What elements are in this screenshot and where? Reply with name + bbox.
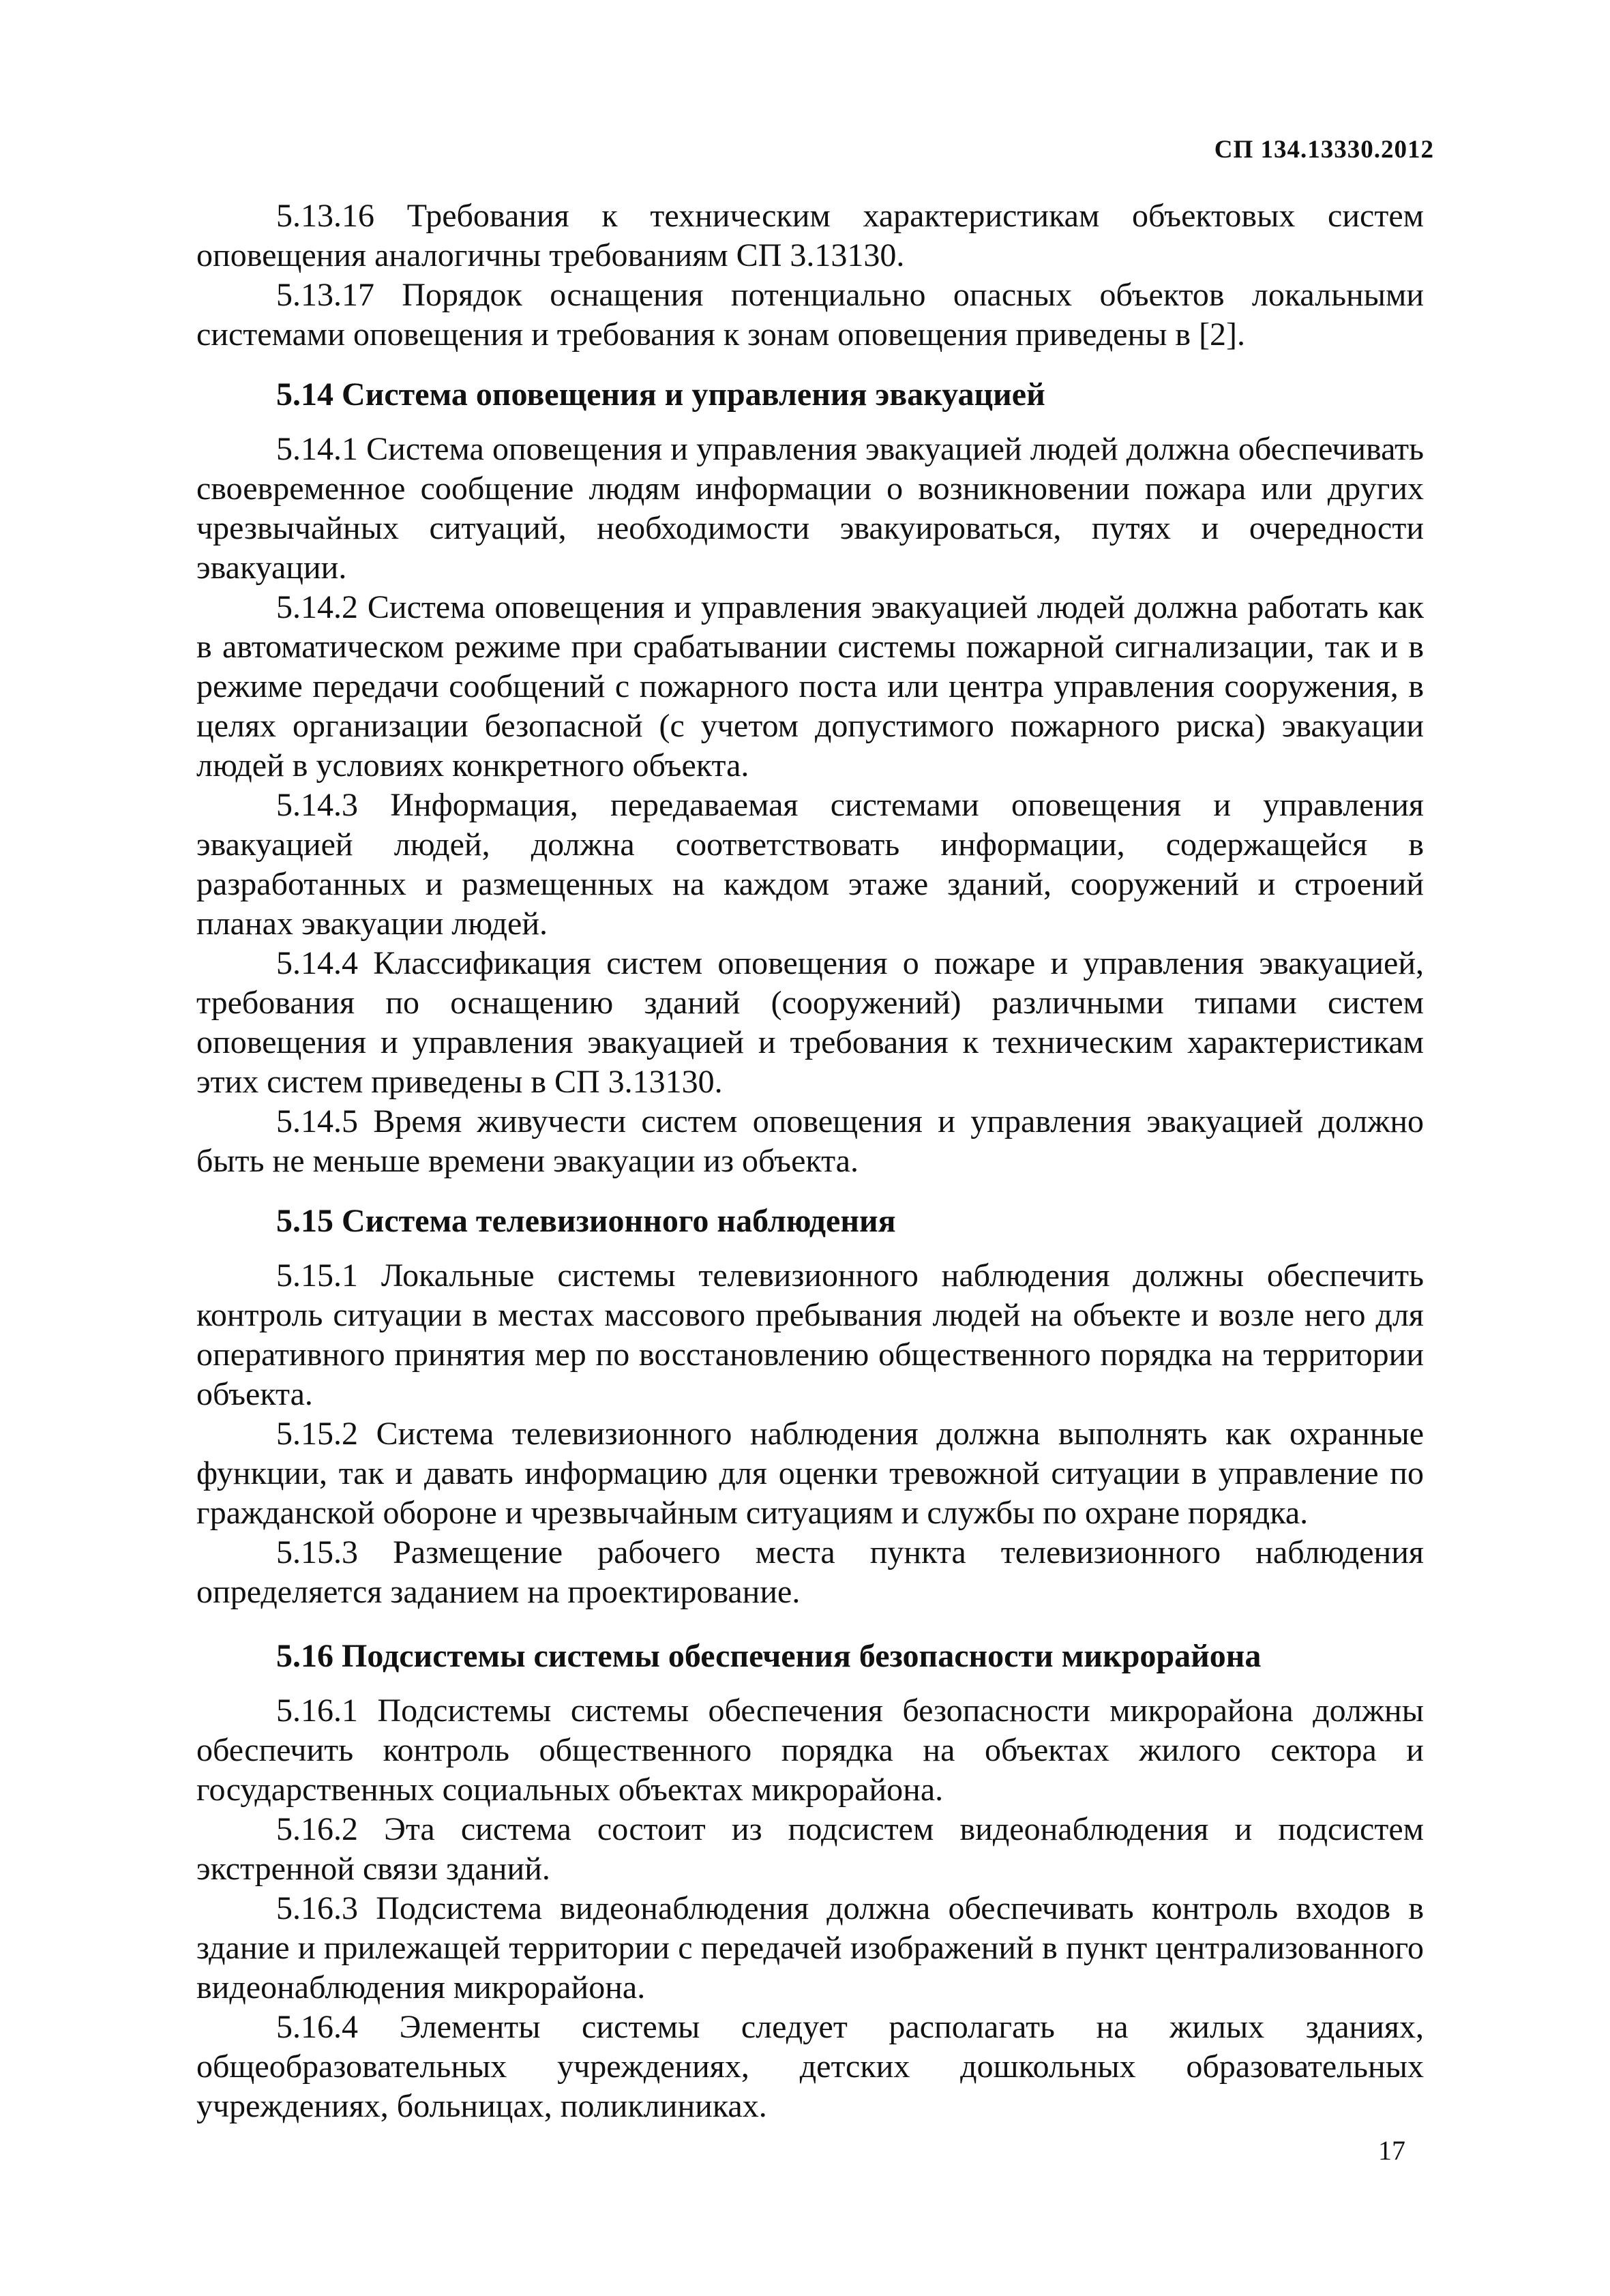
section-heading-5-16: 5.16 Подсистемы системы обеспечения безопасности микрорайона bbox=[276, 1638, 1262, 1674]
document-code: СП 134.13330.2012 bbox=[1214, 136, 1434, 164]
paragraph-5-16-3: 5.16.3 Подсистема видеонаблюдения должна обеспечивать контроль входов в здание и прилежащей территории с передачей изображений в пункт централизованного видеонаблюдения микрорайона. bbox=[196, 1890, 1424, 2006]
paragraph-5-16-2: 5.16.2 Эта система состоит из подсистем видеонаблюдения и подсистем экстренной связи зданий. bbox=[196, 1811, 1424, 1887]
paragraph-5-15-2: 5.15.2 Система телевизионного наблюдения должна выполнять как охранные функции, так и давать информацию для оценки тревожной ситуации в управление по гражданской обороне и чрезвычайным ситуациям и службы по охране порядка. bbox=[196, 1416, 1424, 1531]
paragraph-5-14-5: 5.14.5 Время живучести систем оповещения и управления эвакуацией должно быть не меньше времени эвакуации из объекта. bbox=[196, 1103, 1424, 1179]
page-number: 17 bbox=[1378, 2135, 1405, 2166]
document-body bbox=[196, 196, 1424, 2126]
paragraph-5-16-4: 5.16.4 Элементы системы следует располагать на жилых зданиях, общеобразовательных учреждениях, детских дошкольных образовательных учреждениях, больницах, поликлиниках. bbox=[196, 2009, 1424, 2124]
paragraph-5-15-3: 5.15.3 Размещение рабочего места пункта телевизионного наблюдения определяется заданием на проектирование. bbox=[196, 1534, 1424, 1610]
paragraph-5-14-4: 5.14.4 Классификация систем оповещения о пожаре и управления эвакуацией, требования по оснащению зданий (сооружений) различными типами систем оповещения и управления эвакуацией и требования к техническим характеристикам этих систем приведены в СП 3.13130. bbox=[196, 945, 1424, 1100]
section-heading-5-14: 5.14 Система оповещения и управления эвакуацией bbox=[276, 376, 1045, 413]
paragraph-5-14-2: 5.14.2 Система оповещения и управления эвакуацией людей должна работать как в автоматическом режиме при срабатывании системы пожарной сигнализации, так и в режиме передачи сообщений с пожарного поста или центра управления сооружения, в целях организации безопасной (с учетом допустимого пожарного риска) эвакуации людей в условиях конкретного объекта. bbox=[196, 589, 1424, 784]
paragraph-5-14-3: 5.14.3 Информация, передаваемая системами оповещения и управления эвакуацией людей, должна соответствовать информации, содержащейся в разработанных и размещенных на каждом этаже зданий, сооружений и строений планах эвакуации людей. bbox=[196, 787, 1424, 942]
paragraph-5-14-1: 5.14.1 Система оповещения и управления эвакуацией людей должна обеспечивать своевременное сообщение людям информации о возникновении пожара или других чрезвычайных ситуаций, необходимости эвакуироваться, путях и очередности эвакуации. bbox=[196, 431, 1424, 586]
paragraph-5-16-1: 5.16.1 Подсистемы системы обеспечения безопасности микрорайона должны обеспечить контроль общественного порядка на объектах жилого сектора и государственных социальных объектах микрорайона. bbox=[196, 1693, 1424, 1808]
paragraph-5-13-16: 5.13.16 Требования к техническим характеристикам объектовых систем оповещения аналогичны требованиям СП 3.13130. bbox=[196, 198, 1424, 273]
section-heading-5-15: 5.15 Система телевизионного наблюдения bbox=[276, 1203, 896, 1239]
paragraph-5-13-17: 5.13.17 Порядок оснащения потенциально опасных объектов локальными системами оповещения и требования к зонам оповещения приведены в [2]. bbox=[196, 277, 1424, 353]
paragraph-5-15-1: 5.15.1 Локальные системы телевизионного наблюдения должны обеспечить контроль ситуации в местах массового пребывания людей на объекте и возле него для оперативного принятия мер по восстановлению общественного порядка на территории объекта. bbox=[196, 1257, 1424, 1412]
